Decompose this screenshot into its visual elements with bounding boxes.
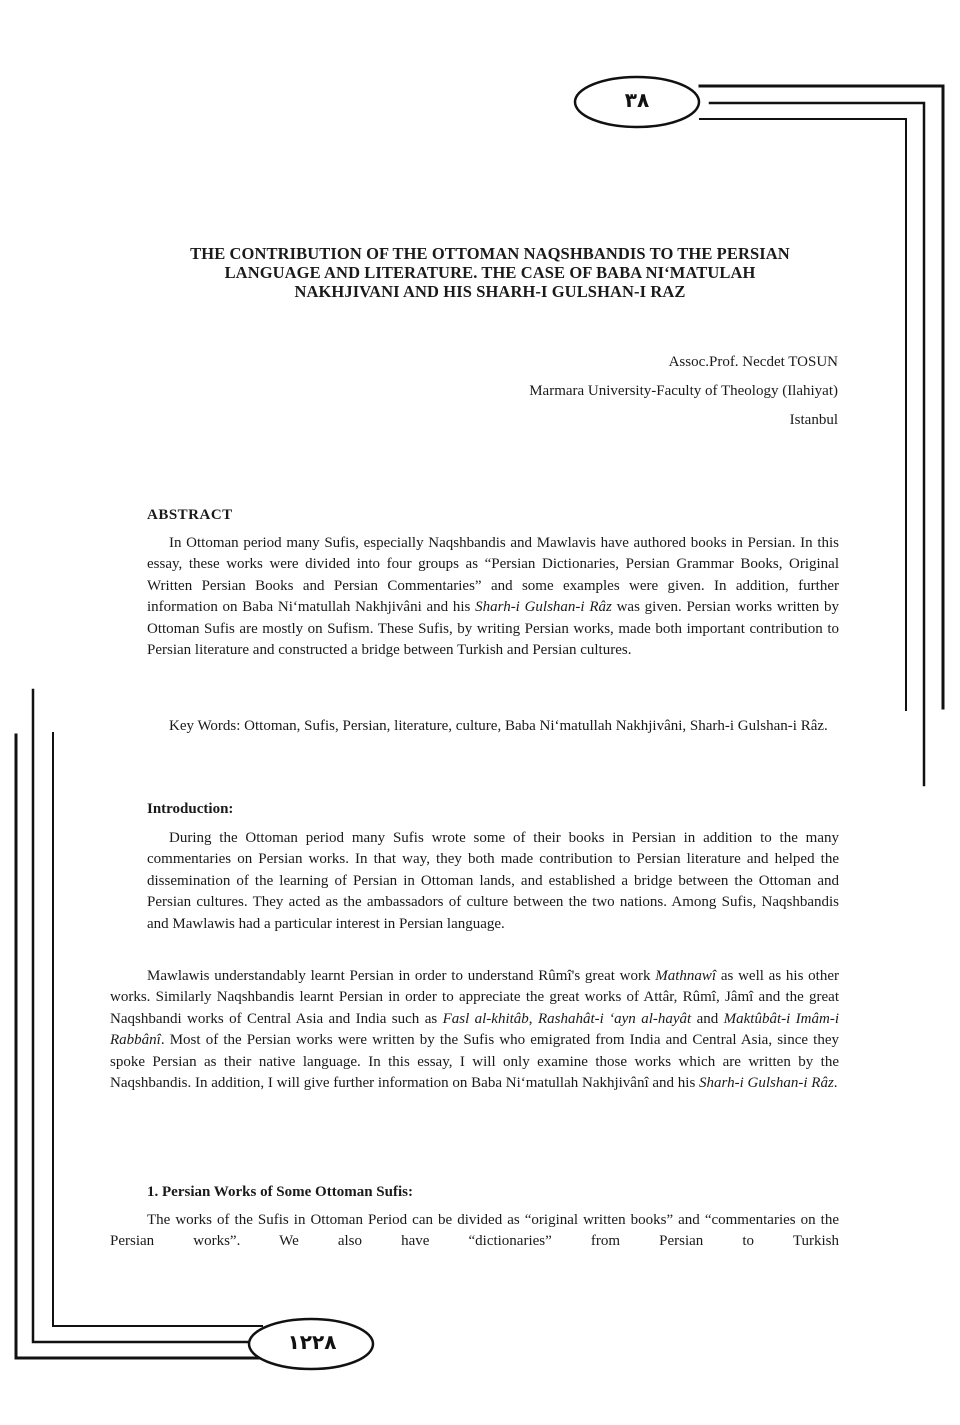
intro-p2-italic-sharh: Sharh-i Gulshan-i Râz xyxy=(699,1075,834,1092)
introduction-paragraph-2 xyxy=(110,966,839,1094)
intro-p2-italic-maktubat: Maktûbât-i Imâm-i Rabbânî xyxy=(110,1010,839,1049)
intro-p2-b: as well as his other works. Similarly Naqshbandis learnt Persian in order to appreciate the great works of Attâr, Rûmî, Jâmî and the great Naqshbandi works of Central Asia and India such as xyxy=(110,968,839,1027)
abstract-text-2: was given. Persian works written by Ottoman Sufis are mostly on Sufism. These Sufis, by writing Persian works, made both important contribution to Persian literature and constructed a bridge between Turkish and Persian cultures. xyxy=(147,599,840,659)
title-line-2: LANGUAGE AND LITERATURE. THE CASE OF BABA NI‘MATULAH xyxy=(224,263,756,282)
intro-p2-italic-rashahat: Rashahât-i ‘ayn al-hayât xyxy=(537,1010,692,1027)
section-1-text: The works of the Sufis in Ottoman Period can be divided as “original written books” and “commentaries on the Persian works”. We also have “dictionaries” from Persian to Turkish xyxy=(110,1212,839,1250)
intro-p2-e: . Most of the Persian works were written by the Sufis who emigrated from India and Central Asia, since they spoke Persian as their native language. In this essay, I will only examine those works which are written by the Naqshbandis. In addition, I will give further information on Baba Ni‘matullah Nakhjivânî and his xyxy=(110,1032,839,1092)
title-line-3: NAKHJIVANI AND HIS SHARH-I GULSHAN-I RAZ xyxy=(294,282,686,301)
keywords-text: Key Words: Ottoman, Sufis, Persian, literature, culture, Baba Ni‘matullah Nakhjivâni, Sharh-i Gulshan-i Râz. xyxy=(169,718,828,734)
page-number-top: ۳۸ xyxy=(624,88,650,112)
keywords-paragraph xyxy=(147,716,839,737)
article-title xyxy=(140,244,840,301)
intro-p2-d: and xyxy=(691,1010,724,1027)
author-affiliation: Marmara University-Faculty of Theology (Ilahiyat) xyxy=(529,383,838,399)
abstract-paragraph xyxy=(147,533,839,661)
title-line-1: THE CONTRIBUTION OF THE OTTOMAN NAQSHBANDIS TO THE PERSIAN xyxy=(190,244,790,263)
author-name: Assoc.Prof. Necdet TOSUN xyxy=(668,354,838,370)
intro-p2-italic-fasl: Fasl al-khitâb xyxy=(442,1010,529,1027)
intro-p2-c: , xyxy=(528,1010,538,1027)
author-city: Istanbul xyxy=(789,412,838,428)
intro-p2-f: . xyxy=(833,1075,838,1092)
intro-p2-a: Mawlawis understandably learnt Persian in order to understand Rûmî's great work xyxy=(147,968,656,984)
section-1-paragraph xyxy=(110,1210,839,1253)
introduction-heading: Introduction: xyxy=(147,801,234,817)
frame-line-middle-top xyxy=(710,103,924,785)
author-block xyxy=(529,348,838,435)
intro-p2-italic-mathnawi: Mathnawî xyxy=(655,968,717,984)
abstract-italic-title: Sharh-i Gulshan-i Râz xyxy=(475,599,612,616)
introduction-paragraph-1 xyxy=(147,828,839,935)
abstract-text-1: In Ottoman period many Sufis, especially Naqshbandis and Mawlavis have authored books in Persian. In this essay, these works were divided into four groups as “Persian Dictionaries, Persian Grammar Books, Original Written Persian Books and Persian Commentaries” and some examples were given. In addition, further information on Baba Ni‘matullah Nakhjivâni and his xyxy=(147,535,839,616)
introduction-text-1: During the Ottoman period many Sufis wrote some of their books in Persian in addition to the many commentaries on Persian works. In that way, they both made contribution to Persian literature and helped the dissemination of the learning of Persian in Ottoman lands, and established a bridge between the Ottoman and Persian cultures. They acted as the ambassadors of culture between the two nations. Among Sufis, Naqshbandis and Mawlawis had a particular interest in Persian language. xyxy=(147,830,839,932)
page-number-bottom: ۱۲۲۸ xyxy=(287,1330,337,1354)
section-1-heading: 1. Persian Works of Some Ottoman Sufis: xyxy=(147,1184,413,1200)
abstract-heading: ABSTRACT xyxy=(147,507,233,523)
